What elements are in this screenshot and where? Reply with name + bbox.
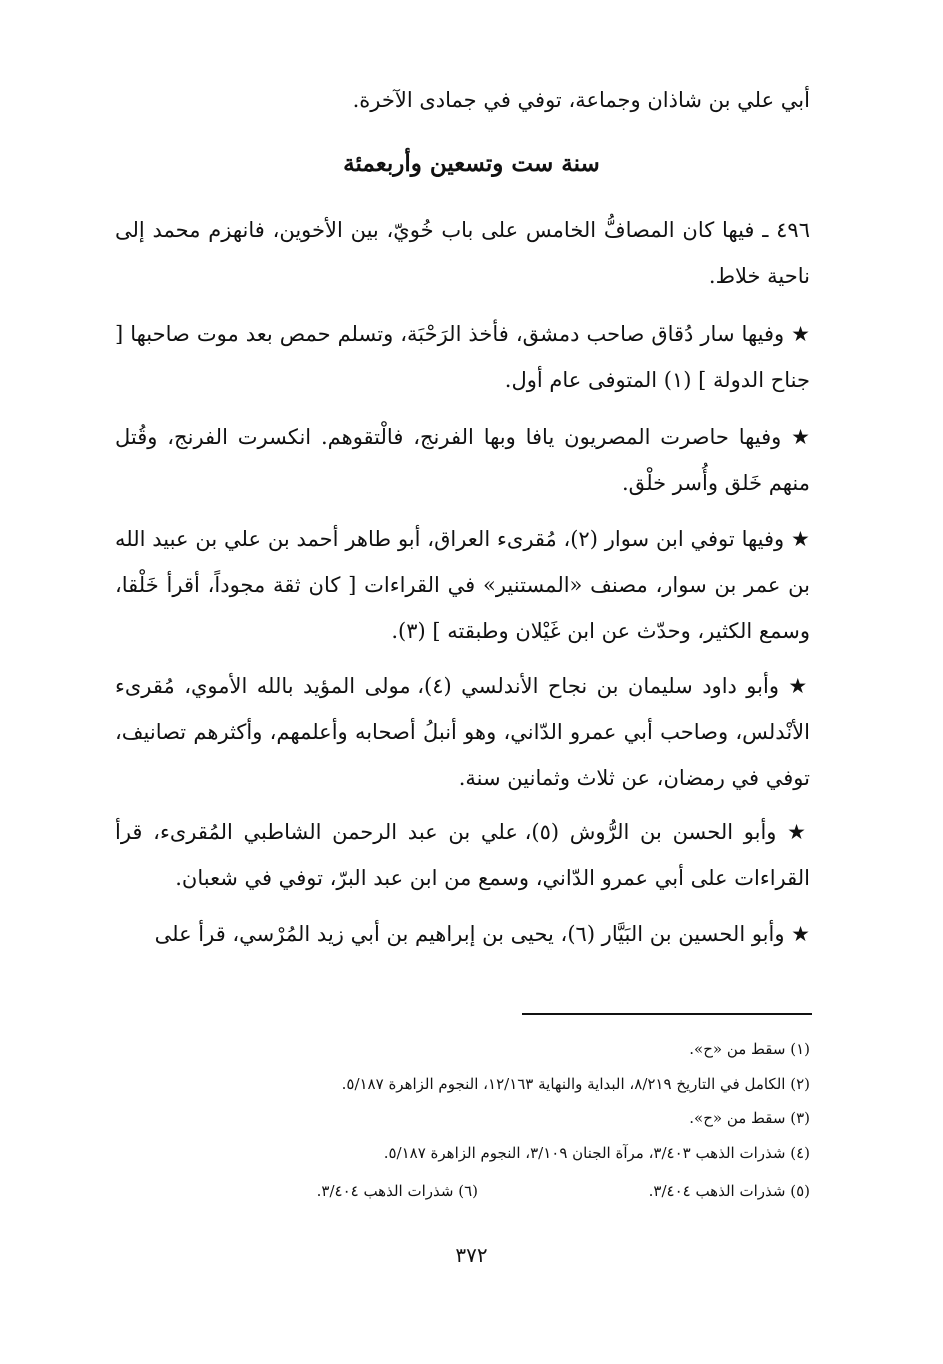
continuation-line: أبي علي بن شاذان وجماعة، توفي في جمادى الآخرة.	[352, 88, 810, 112]
paragraph-ibn-albayyar: ★ وأبو الحسين بن البَيَّار (٦)، يحيى بن إبراهيم بن أبي زيد المُرْسي، قرأ على	[154, 922, 810, 946]
footnote-5: (٥) شذرات الذهب ٣/٤٠٤.	[648, 1182, 810, 1200]
footnote-6: (٦) شذرات الذهب ٣/٤٠٤.	[316, 1182, 478, 1200]
footnote-1: (١) سقط من «ح».	[689, 1040, 810, 1058]
page-number: ٣٧٢	[455, 1243, 488, 1267]
paragraph-yafa: ★ وفيها حاصرت المصريون يافا وبها الفرنج، فالْتقوهم. انكسرت الفرنج، وقُتل منهم خَلق وأُسر خلْق.	[115, 425, 810, 495]
paragraph-ibn-sawwar: ★ وفيها توفي ابن سوار (٢)، مُقرىء العراق، أبو طاهر أحمد بن علي بن عبيد الله بن عمر بن سوار، مصنف «المستنير» في القراءات [ كان ثقة مجوداً، أقرأ خَلْقا، وسمع الكثير، وحدّث عن ابن غَيْلان وطبقته ] (٣).	[115, 527, 810, 643]
paragraph-496: ٤٩٦ ـ فيها كان المصافُّ الخامس على باب خُويّ، بين الأخوين، فانهزم محمد إلى ناحية خلاط.	[115, 218, 810, 288]
footnote-divider	[522, 1013, 812, 1015]
footnote-3: (٣) سقط من «ح».	[689, 1109, 810, 1127]
footnote-2: (٢) الكامل في التاريخ ٨/٢١٩، البداية والنهاية ١٢/١٦٣، النجوم الزاهرة ٥/١٨٧.	[341, 1075, 810, 1093]
paragraph-duqaq: ★ وفيها سار دُقاق صاحب دمشق، فأخذ الرَحْبَة، وتسلم حمص بعد موت صاحبها [ جناح الدولة ] (١) المتوفى عام أول.	[115, 322, 810, 392]
footnote-4: (٤) شذرات الذهب ٣/٤٠٣، مرآة الجنان ٣/١٠٩، النجوم الزاهرة ٥/١٨٧.	[383, 1144, 810, 1162]
paragraph-abu-dawud: ★ وأبو داود سليمان بن نجاح الأندلسي (٤)، مولى المؤيد بالله الأموي، مُقرىء الأنْدلس، وصاحب أبي عمرو الدّاني، وهو أنبلُ أصحابه وأعلمهم، وأكثرهم تصانيف، توفي في رمضان، عن ثلاث وثمانين سنة.	[115, 674, 810, 790]
year-heading: سنة ست وتسعين وأربعمئة	[343, 150, 600, 177]
paragraph-ibn-alrush: ★ وأبو الحسن بن الرُّوش (٥)، علي بن عبد الرحمن الشاطبي المُقرىء، قرأ القراءات على أبي عمرو الدّاني، وسمع من ابن عبد البرّ، توفي في شعبان.	[115, 820, 811, 890]
